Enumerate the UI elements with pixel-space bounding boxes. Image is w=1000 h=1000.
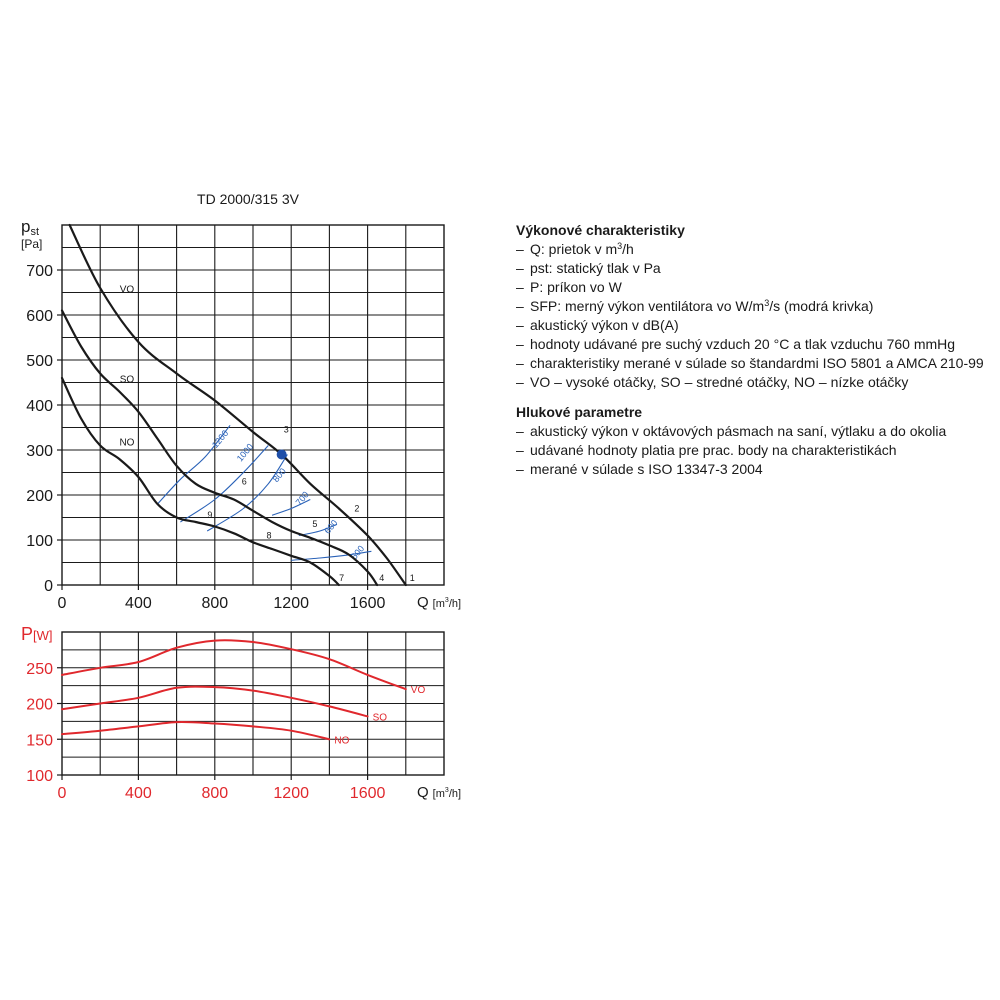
legend-item: – udávané hodnoty platia pre prac. body na charakteristikách — [516, 441, 996, 460]
operating-point-label: 6 — [241, 476, 247, 487]
performance-heading: Výkonové charakteristiky — [516, 222, 685, 238]
y-tick-label: 500 — [26, 353, 53, 370]
pressure-chart — [21, 217, 461, 612]
curve-label: NO — [119, 437, 135, 449]
legend-item: – akustický výkon v oktávových pásmach na saní, výtlaku a do okolia — [516, 422, 996, 441]
x-tick-label: 800 — [201, 595, 229, 612]
sfp-curves — [158, 425, 372, 561]
x-tick-label: 1200 — [273, 595, 309, 612]
x-tick-label: 0 — [57, 595, 67, 612]
curve-label: VO — [119, 284, 135, 296]
x-tick-label: 400 — [125, 595, 152, 612]
grid — [62, 632, 444, 775]
noise-list — [516, 422, 996, 479]
power-chart — [21, 624, 461, 802]
series-label: SO — [372, 712, 388, 724]
sfp-label: 800 — [270, 466, 289, 485]
sfp-label: 700 — [293, 489, 311, 508]
operating-point-label: 3 — [283, 424, 289, 435]
x-tick-label: 0 — [57, 785, 67, 802]
y-tick-label: 700 — [26, 263, 53, 280]
sfp-curve-800 — [207, 455, 287, 532]
y-tick-label: 0 — [44, 578, 53, 595]
y-tick-label: 200 — [26, 696, 53, 714]
operating-point-label: 4 — [379, 573, 385, 583]
operating-point-label: 1 — [409, 573, 415, 583]
legend-item: – merané v súlade s ISO 13347-3 2004 — [516, 460, 996, 479]
series-label: VO — [410, 685, 426, 697]
y-axis-label: pst — [21, 217, 40, 238]
y-tick-label: 300 — [26, 443, 53, 460]
sfp-label: 500 — [349, 543, 367, 562]
curve-label: SO — [119, 374, 135, 386]
chart-legend-text — [516, 221, 996, 479]
series-NO — [62, 722, 329, 739]
legend-item: – VO – vysoké otáčky, SO – stredné otáčky, NO – nízke otáčky — [516, 373, 996, 392]
operating-point-label: 8 — [266, 530, 272, 541]
legend-item: – SFP: merný výkon ventilátora vo $W/m^3/s$ (modrá krivka) — [516, 297, 996, 316]
y-axis-unit: [Pa] — [21, 237, 43, 251]
sfp-label: 600 — [322, 517, 340, 536]
legend-item: – akustický výkon v dB(A) — [516, 316, 996, 335]
y-tick-label: 100 — [26, 533, 53, 550]
grid — [62, 225, 444, 585]
x-tick-label: 800 — [201, 785, 229, 802]
y-tick-label: 150 — [26, 732, 53, 750]
y-tick-label: 200 — [26, 488, 53, 505]
legend-item: – pst: statický tlak v Pa — [516, 259, 996, 278]
x-axis-label: Q [$m^3_{/h]}$ — [417, 594, 462, 611]
sfp-curve-1000 — [180, 446, 268, 523]
x-tick-label: 400 — [125, 785, 152, 802]
legend-item: – hodnoty udávané pre suchý vzduch 20 °C a tlak vzduchu 760 mmHg — [516, 335, 996, 354]
operating-point-label: 9 — [207, 510, 213, 520]
operating-point-label: 2 — [354, 503, 360, 514]
sfp-label: 1000 — [234, 441, 256, 464]
series-VO — [62, 640, 406, 689]
noise-heading: Hlukové parametre — [516, 404, 643, 420]
y-tick-label: 100 — [26, 768, 53, 785]
series-label: NO — [334, 735, 350, 747]
legend-item: – charakteristiky merané v súlade so štandardmi ISO 5801 a AMCA 210-99 — [516, 354, 996, 373]
sfp-label: 1200 — [209, 428, 231, 450]
operating-point-label: 5 — [312, 519, 318, 529]
chart-title: TD 2000/315 3V — [197, 191, 299, 207]
y-tick-label: 400 — [26, 398, 53, 415]
legend-item: – Q: prietok v $m^3/h$ — [516, 240, 996, 259]
performance-list — [516, 240, 996, 392]
y-tick-label: 250 — [26, 660, 53, 678]
series-NO — [62, 378, 339, 585]
operating-point-marker — [277, 450, 287, 460]
x-tick-label: 1200 — [273, 785, 309, 802]
x-tick-label: 1600 — [349, 595, 386, 612]
x-tick-label: 1600 — [349, 785, 386, 802]
x-axis-label: Q [$m^3_{/h]}$ — [417, 784, 462, 801]
y-tick-label: 600 — [26, 308, 53, 325]
operating-point-label: 7 — [339, 573, 345, 583]
legend-item: – P: príkon vo W — [516, 278, 996, 297]
y-axis-label: P[W] — [21, 624, 53, 644]
